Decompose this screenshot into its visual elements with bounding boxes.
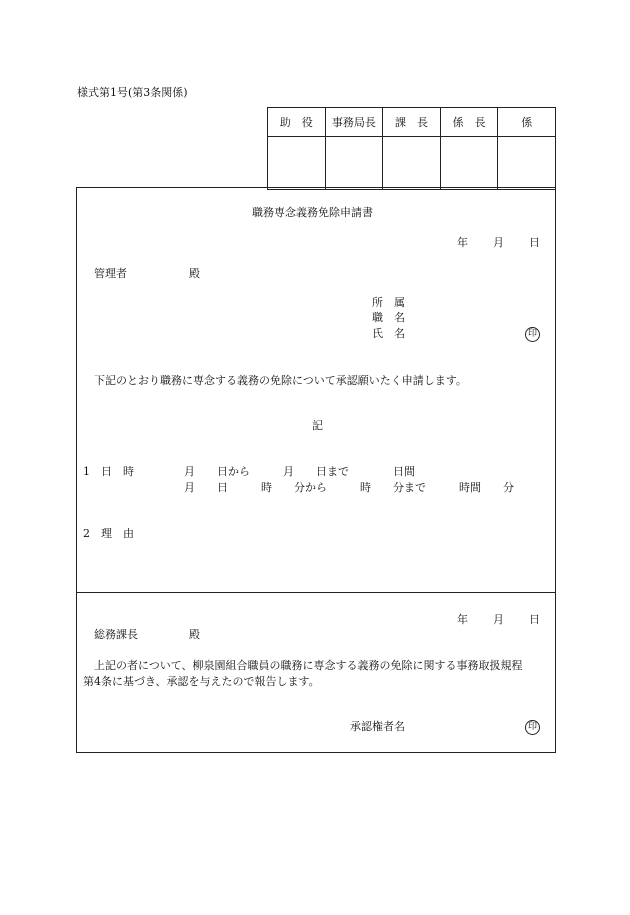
report-honorific: 殿 [189,628,200,641]
approver-name-label: 承認権者名 [350,720,405,733]
approval-stamp-cell[interactable] [268,137,326,190]
report-addressee: 総務課長 [94,628,138,641]
approval-stamp-table [267,107,556,190]
report-date-month: 月 [493,613,504,626]
affiliation-label: 所 属 [372,296,405,309]
approval-header-section-chief: 課 長 [383,108,441,137]
application-addressee: 管理者 [94,267,127,280]
form-number-label: 様式第1号(第3条関係) [77,86,188,99]
approval-stamp-cell[interactable] [498,137,556,190]
approval-header-subsection-chief: 係 長 [440,108,498,137]
approval-header-staff: 係 [498,108,556,137]
report-section [76,592,556,753]
application-honorific: 殿 [189,267,200,280]
applicant-seal-icon: 印 [525,327,540,342]
document-title: 職務専念義務免除申請書 [252,206,373,219]
applicant-name-label: 氏 名 [372,327,405,340]
item1-date-range: 月 日から 月 日まで 日間 [184,465,415,478]
application-date-day: 日 [529,236,540,249]
report-body-line1: 上記の者について、柳泉園組合職員の職務に専念する義務の免除に関する事務取扱規程 [94,659,523,672]
item1-time-range: 月 日 時 分から 時 分まで 時間 分 [184,481,514,494]
report-date-year: 年 [457,613,468,626]
approval-stamp-cell[interactable] [383,137,441,190]
application-section [76,187,556,593]
report-date-day: 日 [529,613,540,626]
approver-seal-icon: 印 [525,720,540,735]
item1-datetime-label: 1 日 時 [83,465,134,478]
approval-stamp-cell[interactable] [325,137,383,190]
approval-header-deputy: 助 役 [268,108,326,137]
application-body-text: 下記のとおり職務に専念する義務の免除について承認願いたく申請します。 [94,374,467,387]
notation-ki: 記 [312,419,323,432]
position-label: 職 名 [372,311,405,324]
application-date-month: 月 [493,236,504,249]
approval-header-secretary-general: 事務局長 [325,108,383,137]
approval-stamp-cell[interactable] [440,137,498,190]
item2-reason-label: 2 理 由 [83,527,134,540]
application-date-year: 年 [457,236,468,249]
report-body-line2: 第4条に基づき、承認を与えたので報告します。 [83,675,320,688]
